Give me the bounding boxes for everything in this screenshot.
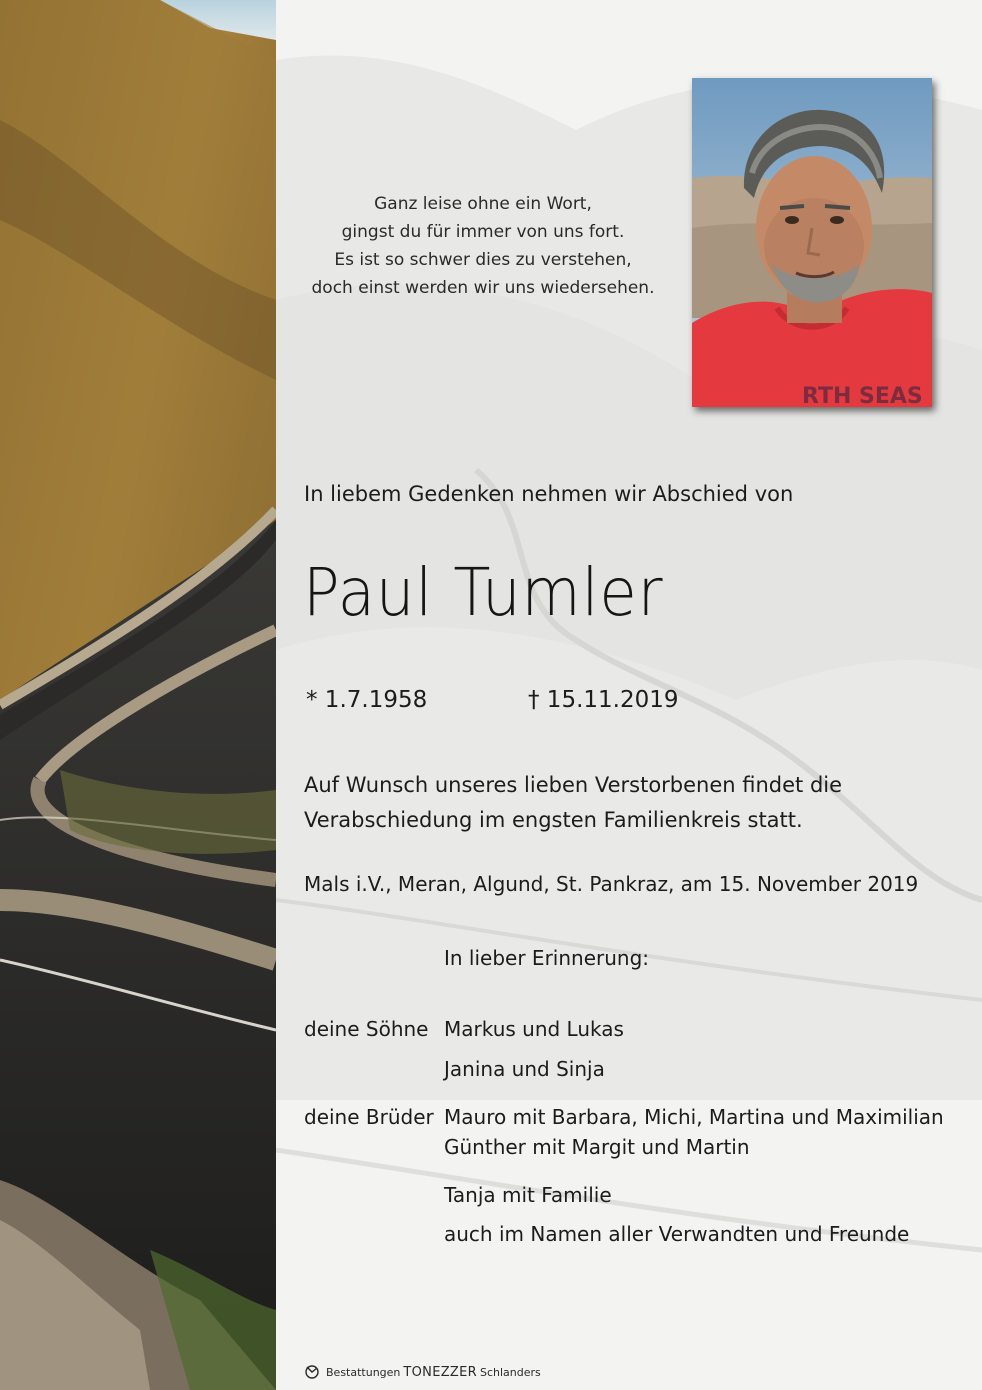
poem-line: doch einst werden wir uns wiedersehen. [311, 278, 655, 298]
undertaker-logo-icon [304, 1364, 320, 1380]
funeral-notice-line: Auf Wunsch unseres lieben Verstorbenen findet die [304, 773, 843, 797]
place-and-date: Mals i.V., Meran, Algund, St. Pankraz, am 15. November 2019 [304, 872, 919, 896]
poem-line: gingst du für immer von uns fort. [341, 222, 625, 242]
footer-prefix: Bestattungen [326, 1365, 401, 1379]
poem-line: Es ist so schwer dies zu verstehen, [334, 250, 632, 270]
brothers-line-2: Günther mit Margit und Martin [444, 1135, 750, 1159]
others-line-2: auch im Namen aller Verwandten und Freunde [444, 1222, 910, 1246]
footer-suffix: Schlanders [479, 1365, 541, 1379]
funeral-notice-line: Verabschiedung im engsten Familienkreis statt. [304, 808, 803, 832]
farewell-intro: In liebem Gedenken nehmen wir Abschied von [304, 482, 794, 506]
portrait-illustration [692, 78, 932, 407]
brothers-label: deine Brüder [304, 1105, 434, 1129]
portrait-photo [692, 78, 932, 407]
shirt-print: RTH SEAS [802, 384, 923, 407]
death-date: † 15.11.2019 [528, 687, 679, 713]
others-line-1: Tanja mit Familie [444, 1183, 612, 1207]
brothers-line-1: Mauro mit Barbara, Michi, Martina und Maximilian [444, 1105, 944, 1129]
sons-label: deine Söhne [304, 1017, 429, 1041]
poem-line: Ganz leise ohne ein Wort, [374, 194, 592, 214]
memory-heading: In lieber Erinnerung: [444, 946, 650, 970]
deceased-name: Paul Tumler [303, 554, 664, 631]
sons-names: Markus und Lukas [444, 1017, 624, 1041]
mountain-road-illustration [0, 0, 276, 1390]
poem [290, 190, 676, 302]
birth-date: * 1.7.1958 [306, 687, 428, 713]
mountain-road-photo [0, 0, 276, 1390]
undertaker-footer [304, 1364, 541, 1380]
sons-partners: Janina und Sinja [444, 1057, 605, 1081]
footer-brand: TONEZZER [403, 1364, 477, 1380]
funeral-notice [304, 768, 842, 838]
